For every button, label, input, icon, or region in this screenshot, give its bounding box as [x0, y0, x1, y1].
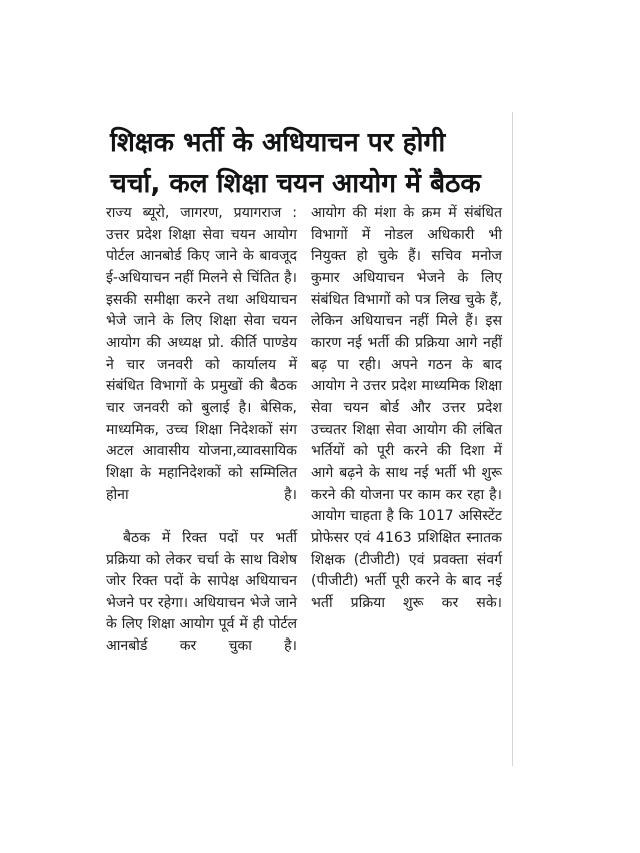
column-rule-divider — [512, 112, 513, 766]
paragraph: आयोग की मंशा के क्रम में संबंधित विभागों में नोडल अधिकारी भी नियुक्त हो चुके हैं। सचिव मनोज कुमार अधियाचन भेजने के लिए संबंधित विभागों को पत्र लिख चुके हैं, लेकिन अधियाचन नहीं मिले हैं। इस कारण नई भर्ती की प्रक्रिया आगे नहीं बढ़ पा रही। अपने गठन के बाद आयोग ने उत्तर प्रदेश माध्यमिक शिक्षा सेवा चयन बोर्ड और उत्तर प्रदेश उच्चतर शिक्षा सेवा आयोग की लंबित भर्तियों को पूरी करने की दिशा में आगे बढ़ने के साथ नई भर्ती भी शुरू करने की योजना पर काम कर रहा है। आयोग चाहता है कि 1017 असिस्टेंट प्रोफेसर एवं 4163 प्रशिक्षित स्नातक शिक्षक (टीजीटी) एवं प्रवक्ता संवर्ग (पीजीटी) भर्ती पूरी करने के बाद नई भर्ती प्रक्रिया शुरू कर सके। — [311, 205, 502, 611]
article-column-right — [311, 203, 502, 769]
headline-line-1: शिक्षक भर्ती के अधियाचन पर होगी — [110, 126, 446, 158]
paragraph: बैठक में रिक्त पदों पर भर्ती प्रक्रिया को लेकर चर्चा के साथ विशेष जोर रिक्त पदों के सापेक्ष अधियाचन भेजने पर रहेगा। अधियाचन भेजे जाने के लिए शिक्षा आयोग पूर्व में ही पोर्टल आनबोर्ड कर चुका है। — [106, 529, 297, 655]
article-column-left — [106, 203, 297, 769]
paragraph: राज्य ब्यूरो, जागरण, प्रयागराज : उत्तर प्रदेश शिक्षा सेवा चयन आयोग पोर्टल आनबोर्ड किए जाने के बावजूद ई-अधियाचन नहीं मिलने से चिंतित है। इसकी समीक्षा करने तथा अधियाचन भेजे जाने के लिए शिक्षा सेवा चयन आयोग की अध्यक्ष प्रो. कीर्ति पाण्डेय ने चार जनवरी को कार्यालय में संबंधित विभागों के प्रमुखों की बैठक चार जनवरी को बुलाई है। बेसिक, माध्यमिक, उच्च शिक्षा निदेशकों संग अटल आवासीय योजना,व्यावसायिक शिक्षा के महानिदेशकों को सम्मिलित होना है। — [106, 205, 297, 503]
headline — [110, 122, 530, 204]
article-body — [106, 203, 502, 769]
headline-line-2: चर्चा, कल शिक्षा चयन आयोग में बैठक — [110, 167, 481, 199]
